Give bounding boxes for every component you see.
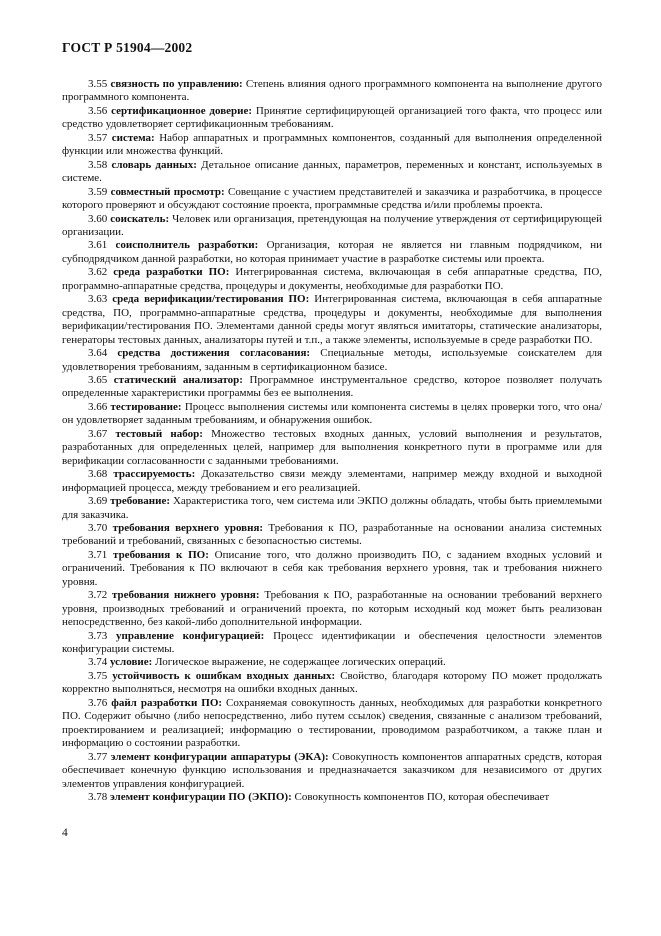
entry-term: файл разработки ПО: [111,696,223,709]
definition-entry [62,293,602,347]
definition-entry [62,186,602,213]
entry-number: 3.71 [88,548,108,561]
entry-definition: Принятие сертифицирующей организацией того факта, что процесс или средство удовлетворяет сертификационным требованиям. [62,104,603,131]
definition-entry [62,656,602,669]
entry-number: 3.66 [88,400,108,413]
entry-definition: Специальные методы, используемые соискателем для удовлетворения требованиям, заданным в сертификационном базисе. [62,347,602,373]
entry-number: 3.65 [88,373,108,386]
entry-definition: Интегрированная система, включающая в себя аппаратные средства, ПО, программно-аппаратные средства, процедуры и документы, необходимые для выполнения верификации/тестирования ПО. Элементами данной среды могут являться имитаторы, статические анализаторы, генераторы тестовых данных, анализаторы путей и т.п., а также элементы, используемые в среде разработки ПО. [62,293,603,346]
entry-term: связность по управлению: [110,78,243,90]
entry-term: условие: [110,656,153,669]
entry-definition: Совокупность компонентов ПО, которая обеспечивает [294,791,550,804]
entry-term: требования верхнего уровня: [112,521,264,534]
entry-term: трассируемость: [113,468,196,481]
entry-number: 3.62 [88,266,108,279]
entry-number: 3.77 [88,750,108,763]
entry-definition: Доказательство связи между элементами, например между входной и выходной информацией процесса, между требованием и его реализацией. [62,468,603,494]
entry-definition: Степень влияния одного программного компонента на выполнение другого программного компонента. [62,78,603,104]
entry-definition: Совещание с участием представителей и заказчика и разработчика, в процессе которого проверяют и обсуждают состояние проекта, программные средства и/или проблемы проекта. [62,185,603,212]
entry-number: 3.63 [88,293,108,306]
definitions-list [62,78,602,804]
entry-definition: Характеристика того, чем система или ЭКПО должны обладать, чтобы быть приемлемыми для заказчика. [62,495,603,521]
definition-entry [62,670,602,697]
definition-entry [62,630,602,657]
entry-definition: Программное инструментальное средство, которое позволяет получать определенные характеристики программы без ее выполнения. [62,373,602,400]
definition-entry [62,132,602,159]
entry-number: 3.67 [88,427,108,440]
definition-entry [62,347,602,374]
definition-entry [62,697,602,751]
entry-term: словарь данных: [111,158,197,171]
entry-definition: Набор аппаратных и программных компонентов, созданный для выполнения определенной функции или множества функций. [62,131,603,158]
entry-term: элемент конфигурации аппаратуры (ЭКА): [110,750,329,763]
entry-term: среда верификации/тестирования ПО: [112,293,310,306]
entry-number: 3.61 [88,239,108,252]
definition-entry [62,495,602,522]
entry-number: 3.64 [88,347,108,360]
entry-term: совместный просмотр: [110,185,225,198]
entry-definition: Интегрированная система, включающая в себя аппаратные средства, ПО, программно-аппаратные средства, процедуры и документы, необходимые для разработки ПО. [62,266,603,292]
entry-definition: Человек или организация, претендующая на получение утверждения от сертифицирующей организации. [62,212,603,238]
definition-entry [62,266,602,293]
entry-definition: Процесс выполнения системы или компонента системы в целях проверки того, что она/он удовлетворяет заданным требованиям, и обнаружения ошибок. [62,400,603,427]
entry-definition: Совокупность компонентов аппаратных средств, которая обеспечивает конечную функцию использования и предназначается заказчиком для независимого от других элементов управления конфигурацией. [62,750,602,790]
entry-definition: Детальное описание данных, параметров, переменных и констант, используемых в системе. [62,158,603,185]
definition-entry [62,522,602,549]
entry-number: 3.74 [88,656,108,669]
entry-number: 3.55 [88,78,108,90]
entry-term: управление конфигурацией: [116,629,265,642]
entry-definition: Требования к ПО, разработанные на основании требований верхнего уровня, производных требований и ограничений проекта, по которым исходный код может быть реализован непосредственно, без какой-либо дополнительной информации. [62,589,603,629]
entry-definition: Логическое выражение, не содержащее логических операций. [155,656,446,669]
entry-term: соисполнитель разработки: [115,239,259,252]
entry-term: требования нижнего уровня: [112,589,260,602]
entry-definition: Процесс идентификации и обеспечения целостности элементов конфигурации системы. [62,629,602,656]
entry-term: система: [111,131,155,144]
entry-number: 3.72 [88,589,108,602]
entry-term: сертификационное доверие: [111,104,253,117]
entry-number: 3.75 [88,669,108,682]
entry-term: средства достижения согласования: [117,347,311,360]
entry-term: тестовый набор: [115,427,203,440]
entry-term: устойчивость к ошибкам входных данных: [112,669,336,682]
entry-term: тестирование: [110,400,182,413]
definition-entry [62,751,602,791]
entry-definition: Организация, которая не является ни главным подрядчиком, ни субподрядчиком данной разработки, но которая принимает участие в разработке системы или проекта. [62,239,603,265]
definition-entry [62,791,602,804]
page-number: 4 [62,827,68,839]
entry-number: 3.58 [88,158,108,171]
entry-number: 3.68 [88,468,108,481]
entry-number: 3.78 [88,791,108,804]
entry-term: соискатель: [110,212,170,225]
definition-entry [62,401,602,428]
definition-entry [62,589,602,629]
entry-definition: Описание того, что должно производить ПО, с заданием входных условий и ограничений. Требования к ПО включают в себя как требования верхнего уровня, так и требования нижнего уровня. [62,548,603,588]
entry-number: 3.57 [88,131,108,144]
entry-definition: Множество тестовых входных данных, условий выполнения и результатов, разработанных для определенных целей, например для выполнения конкретного пути в программе или для верификации согласованности с заданными требованиями. [62,427,602,467]
entry-number: 3.56 [88,104,108,117]
entry-number: 3.59 [88,185,108,198]
definition-entry [62,549,602,589]
entry-definition: Свойство, благодаря которому ПО может продолжать корректно выполняться, несмотря на ошибки входных данных. [62,669,603,696]
entry-number: 3.60 [88,212,108,225]
definition-entry [62,105,602,132]
entry-term: среда разработки ПО: [113,266,230,279]
definition-entry [62,468,602,495]
entry-term: требование: [110,495,170,508]
entry-term: элемент конфигурации ПО (ЭКПО): [110,791,292,804]
document-header: ГОСТ Р 51904—2002 [62,40,193,55]
entry-term: требования к ПО: [113,548,209,561]
definition-entry [62,239,602,266]
entry-term: статический анализатор: [113,373,243,386]
definition-entry [62,428,602,468]
definition-entry [62,213,602,240]
entry-number: 3.76 [88,696,108,709]
entry-number: 3.73 [88,629,108,642]
definition-entry [62,159,602,186]
entry-number: 3.70 [88,521,108,534]
definition-entry [62,78,602,105]
entry-definition: Требования к ПО, разработанные на основании анализа системных требований и требований, связанных с безопасностью системы. [62,521,603,548]
entry-definition: Сохраняемая совокупность данных, необходимых для разработки конкретного ПО. Содержит обычно (либо непосредственно, либо путем ссылок) сведения, связанные с анализом требований, проектированием и реализацией; информацию о тестировании, проводимом разработчиком, а также план и информацию о состоянии разработки. [62,696,602,750]
entry-number: 3.69 [88,495,108,508]
definition-entry [62,374,602,401]
